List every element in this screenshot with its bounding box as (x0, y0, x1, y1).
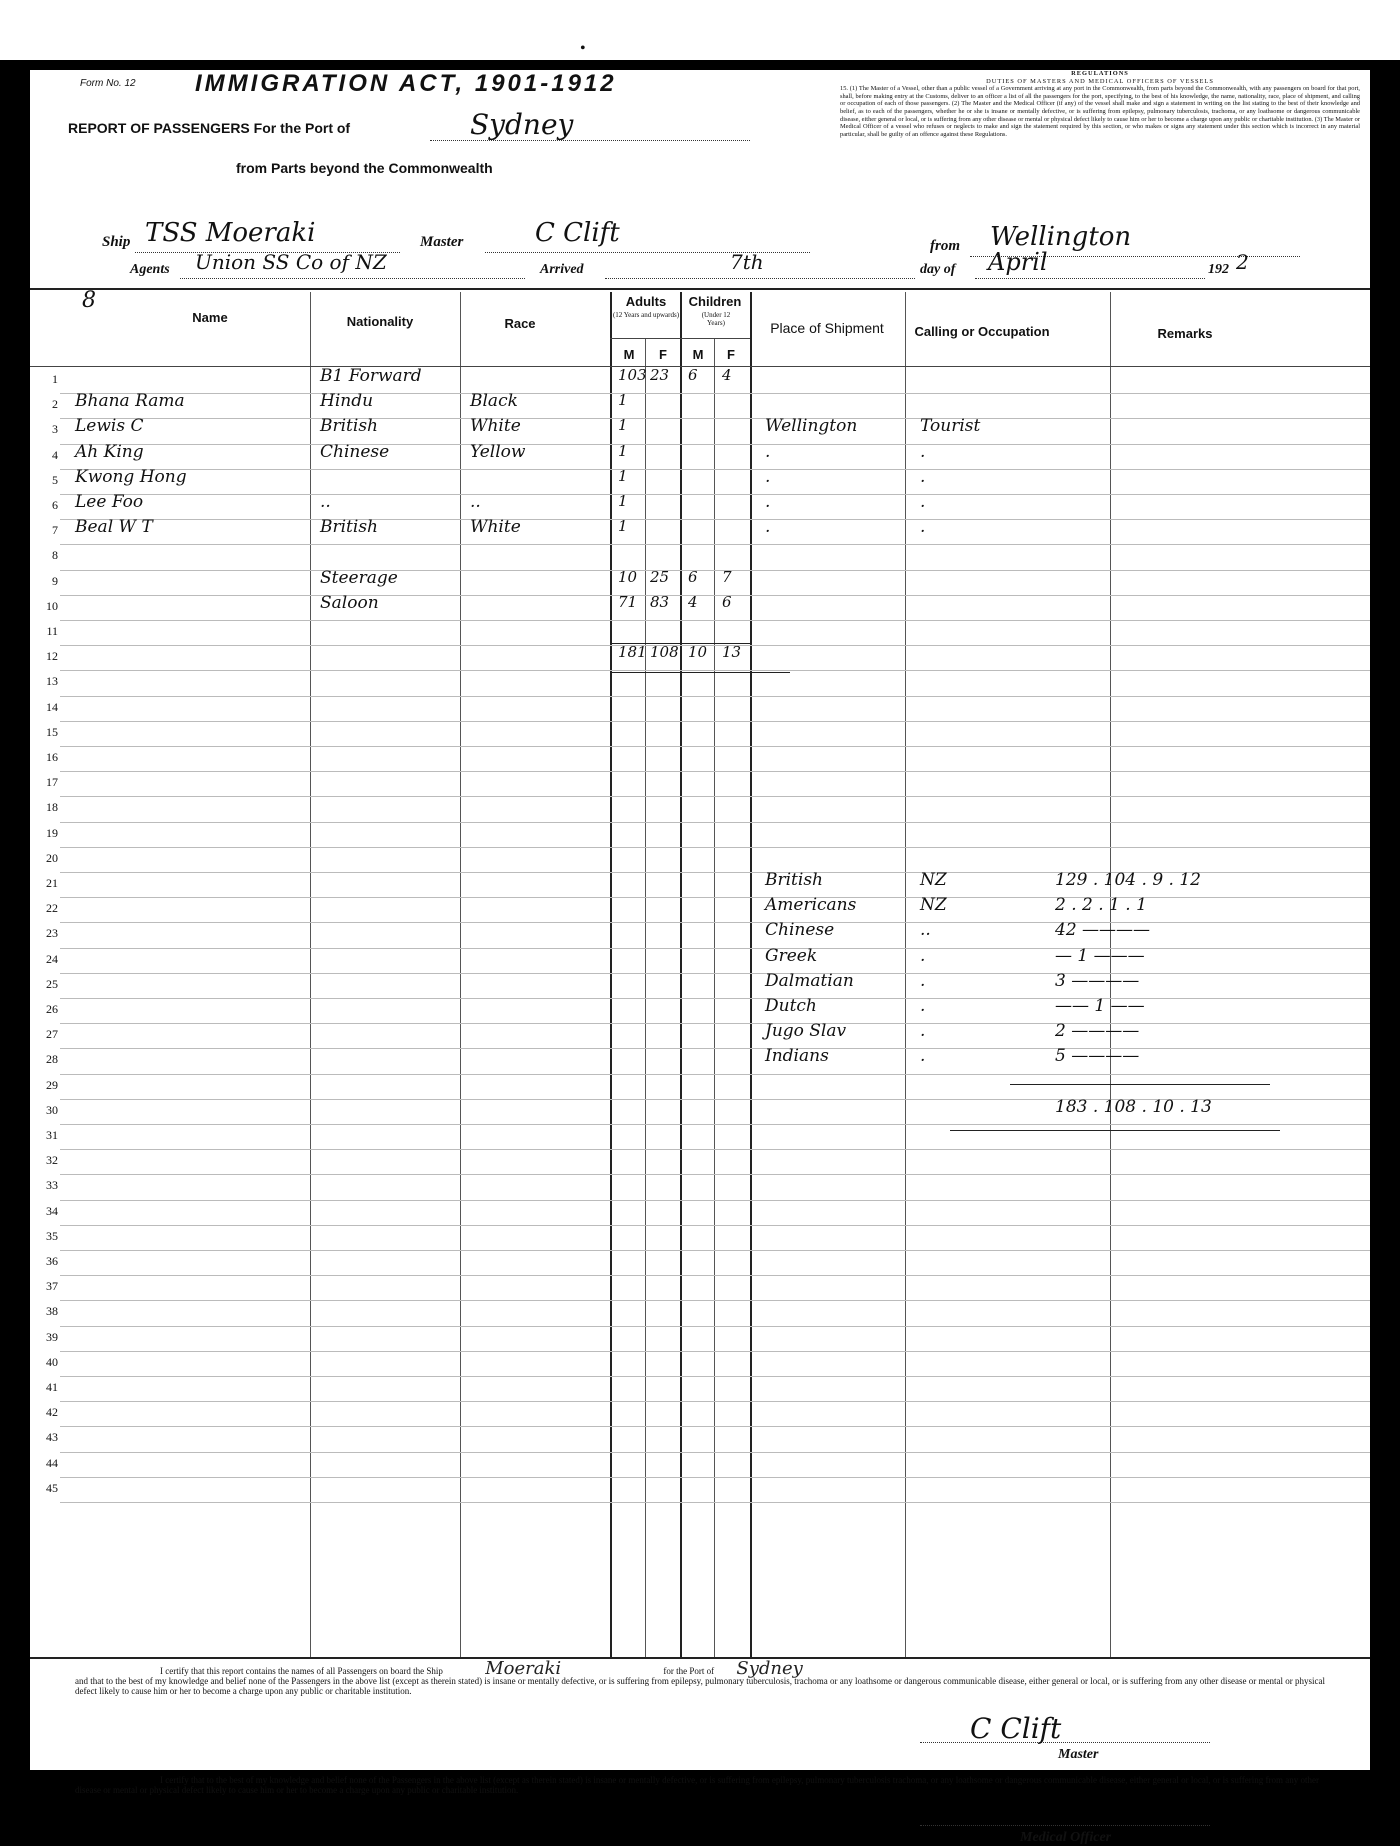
entry-adult-m: 1 (618, 517, 628, 536)
entry-child-m: 6 (688, 567, 698, 586)
row-number: 16 (46, 750, 58, 764)
entry-child-m: 10 (688, 643, 708, 662)
row-number: 6 (52, 498, 58, 512)
entry-remarks: — 1 ——— (1055, 945, 1145, 966)
entry-nationality: Steerage (320, 567, 398, 588)
master-cert-b: for the Port of (663, 1666, 715, 1676)
row-rule (60, 948, 1370, 949)
row-rule (60, 1174, 1370, 1175)
port-value: Sydney (470, 108, 574, 141)
row-rule (60, 1074, 1370, 1075)
master-signature-line (920, 1742, 1210, 1743)
row-number: 7 (52, 523, 58, 538)
row-number: 30 (46, 1102, 58, 1117)
row-number: 20 (46, 850, 58, 865)
medical-cert-text: I certify that to the best of my knowledge and belief none of the Passengers in the above list (except as therein stated) is insane or mentally defective, or is suffering from epilepsy, pulmonary tuberculosis trachoma, or any loathsome or dangerous communicable disease, either general or local, or is suffering from any other disease or mental or physical defect likely to cause him or her to become a charge upon any public or charitable institution. (75, 1775, 1319, 1795)
row-rule (60, 1225, 1370, 1226)
col-calling: Calling or Occupation (914, 324, 1050, 339)
entry-race: White (470, 517, 521, 538)
agents-label: Agents (130, 262, 170, 277)
col-adults-m: M (623, 347, 635, 362)
month-line (975, 278, 1205, 279)
entry-remarks: —— 1 —— (1055, 996, 1145, 1016)
entry-nationality: British (320, 416, 378, 437)
table-top-rule (30, 288, 1370, 290)
entry-adult-f: 25 (650, 567, 670, 586)
from-parts-heading: from Parts beyond the Commonwealth (236, 160, 493, 176)
entry-place: . (765, 466, 771, 487)
master-value: C Clift (535, 218, 620, 248)
row-rule (60, 544, 1370, 545)
row-number: 32 (46, 1153, 58, 1168)
row-rule (60, 771, 1370, 772)
entry-calling: . (920, 466, 926, 487)
row-number: 37 (46, 1279, 58, 1294)
row-number: 45 (46, 1480, 58, 1495)
regulations-title: REGULATIONS (1071, 70, 1129, 77)
col-name: Name (192, 310, 228, 325)
row-rule (60, 620, 1370, 621)
master-certification (75, 1658, 1325, 1696)
row-rule (60, 1149, 1370, 1150)
row-rule (60, 1275, 1370, 1276)
medical-signature-label: Medical Officer (1020, 1830, 1112, 1845)
entry-calling: . (920, 996, 926, 1016)
entry-nationality: Chinese (320, 441, 390, 462)
entry-calling: . (920, 492, 926, 512)
entry-name: Ah King (75, 441, 144, 462)
punch-mark: • (580, 40, 586, 57)
row-number: 21 (46, 876, 58, 890)
row-number: 38 (46, 1304, 58, 1319)
act-title: IMMIGRATION ACT, 1901-1912 (195, 70, 617, 97)
row-number: 1 (52, 372, 58, 386)
row-rule (60, 1326, 1370, 1327)
entry-remarks: 2 ———— (1055, 1021, 1140, 1042)
row-rule (60, 1300, 1370, 1301)
row-number: 22 (46, 901, 58, 916)
row-number: 15 (46, 724, 58, 739)
entry-adult-m: 181 (618, 643, 647, 662)
entry-name: Lewis C (75, 416, 144, 437)
entry-child-m: 6 (688, 366, 698, 384)
row-rule (60, 595, 1370, 596)
row-number: 44 (46, 1455, 58, 1470)
row-number: 2 (52, 397, 58, 412)
col-remarks: Remarks (1157, 326, 1213, 341)
month-value: April (988, 248, 1048, 276)
entry-name: Lee Foo (75, 492, 144, 512)
entry-adult-f: 108 (650, 643, 679, 662)
row-number: 41 (46, 1380, 58, 1394)
entry-place: British (765, 870, 823, 890)
entry-calling: Tourist (920, 416, 981, 437)
row-rule (60, 746, 1370, 747)
row-number: 11 (46, 624, 58, 638)
master-label: Master (420, 234, 464, 250)
row-rule (60, 645, 1370, 646)
page-mark: 8 (82, 288, 96, 313)
row-number: 42 (46, 1405, 58, 1420)
regulations-box (840, 70, 1360, 138)
row-number: 24 (46, 951, 58, 966)
entry-remarks: 2 . 2 . 1 . 1 (1055, 895, 1147, 916)
col-nationality: Nationality (346, 314, 414, 329)
col-children-m: M (692, 347, 704, 362)
agents-value: Union SS Co of NZ (195, 250, 387, 274)
row-rule (60, 1351, 1370, 1352)
col-adults-sub: (12 Years and upwards) (612, 311, 680, 319)
entry-nationality: Hindu (320, 391, 374, 412)
row-number: 23 (46, 926, 58, 941)
header-rule (610, 338, 750, 339)
row-rule (60, 1048, 1370, 1049)
row-number: 12 (46, 649, 58, 664)
row-number: 36 (46, 1254, 58, 1268)
row-rule (60, 1023, 1370, 1024)
row-number: 39 (46, 1329, 58, 1344)
total-rule (950, 1130, 1280, 1131)
master-cert-c: and that to the best of my knowledge and belief none of the Passengers in the above list (except as therein stated) is insane or mentally defective, or is suffering from epilepsy, pulmonary tuberculosis, trachoma or any loathsome or dangerous communicable disease, either general or local, or is suffering from any other disease or mental or physical defect likely to cause him or her to become a charge upon any public or charitable institution. (75, 1676, 1325, 1696)
entry-calling: . (920, 517, 926, 538)
header-rule (30, 366, 1370, 367)
row-rule (60, 1376, 1370, 1377)
entry-calling: .. (920, 920, 931, 941)
row-rule (60, 1502, 1370, 1503)
row-rule (60, 721, 1370, 722)
regulations-text: 15. (1) The Master of a Vessel, other than a public vessel of a Government arriving at any port in the Commonwealth, from parts beyond the Commonwealth, with any passengers on board for that port, shall, before making entry at the Customs, deliver to an officer a list of all the passengers for the port, specifying, to the best of his knowledge, the name, nationality, race, place of shipment, and calling or occupation of each of those passengers. (2) The Master and the Medical Officer (if any) of the vessel shall make and sign a statement in writing on the list stating to the best of their knowledge and belief, as to each of the passengers, whether he or she is insane or mentally defective, or is suffering from epilepsy, pulmonary tuberculosis, trachoma, or any loathsome or dangerous communicable disease, either general or local, or is suffering from any other disease or mental or physical defect likely to cause him or her to become a charge upon any public or charitable institution. (3) The Master or Medical Officer of a vessel who refuses or neglects to make and sign the statement required by this section, or who makes or signs any statement under this section which is incorrect in any material particular, shall be guilty of an offence against these Regulations. (840, 85, 1360, 138)
row-rule (60, 922, 1370, 923)
col-children-f: F (727, 347, 735, 362)
entry-place: . (765, 441, 771, 462)
entry-child-f: 6 (722, 592, 732, 611)
entry-adult-m: 10 (618, 567, 638, 586)
row-number: 29 (46, 1077, 58, 1092)
row-rule (60, 494, 1370, 495)
regulations-subtitle: DUTIES OF MASTERS AND MEDICAL OFFICERS OF VESSELS (986, 77, 1214, 85)
entry-calling: NZ (920, 895, 947, 916)
row-number: 5 (52, 472, 58, 487)
entry-calling: . (920, 945, 926, 966)
total-rule (610, 672, 790, 673)
row-rule (60, 847, 1370, 848)
row-rule (60, 1452, 1370, 1453)
row-number: 9 (52, 573, 58, 588)
entry-remarks: 3 ———— (1055, 970, 1140, 991)
entry-adult-f: 23 (650, 366, 670, 384)
form-number: Form No. 12 (80, 78, 136, 89)
entry-race: Black (470, 391, 518, 412)
entry-name: Kwong Hong (75, 466, 187, 487)
row-number: 4 (52, 447, 58, 462)
row-rule (60, 670, 1370, 671)
master-cert-port: Sydney (736, 1658, 803, 1679)
entry-adult-m: 103 (618, 366, 647, 384)
row-rule (60, 1477, 1370, 1478)
master-cert-ship: Moeraki (485, 1658, 562, 1679)
row-rule (60, 973, 1370, 974)
entry-remarks: 183 . 108 . 10 . 13 (1055, 1096, 1212, 1117)
row-number: 35 (46, 1228, 58, 1243)
entry-name: Beal W T (75, 517, 153, 538)
entry-calling: . (920, 1046, 926, 1067)
master-signature-label: Master (1058, 1747, 1099, 1762)
entry-calling: . (920, 1021, 926, 1042)
entry-child-f: 13 (722, 643, 742, 662)
entry-adult-m: 1 (618, 391, 628, 410)
entry-adult-m: 1 (618, 441, 628, 460)
entry-remarks: 42 ———— (1055, 920, 1151, 941)
row-rule (60, 519, 1370, 520)
entry-place: . (765, 517, 771, 538)
entry-place: . (765, 492, 771, 512)
master-signature: C Clift (970, 1712, 1062, 1745)
medical-signature-line (920, 1825, 1210, 1826)
entry-child-f: 7 (722, 567, 732, 586)
report-heading: REPORT OF PASSENGERS For the Port of (68, 120, 351, 136)
entry-place: Indians (765, 1046, 829, 1067)
row-number: 19 (46, 825, 58, 840)
row-rule (60, 1426, 1370, 1427)
col-children: Children (688, 294, 742, 309)
agents-line (180, 278, 525, 279)
entry-remarks: 129 . 104 . 9 . 12 (1055, 870, 1201, 890)
entry-nationality: .. (320, 492, 331, 512)
arrived-label: Arrived (540, 262, 584, 277)
ship-value: TSS Moeraki (145, 218, 316, 248)
year-suffix: 2 (1236, 250, 1249, 274)
row-number: 13 (46, 674, 58, 689)
row-rule (60, 1401, 1370, 1402)
passenger-report-form (30, 70, 1370, 1845)
row-rule (60, 1200, 1370, 1201)
entry-name: Bhana Rama (75, 391, 185, 412)
entry-adult-m: 1 (618, 492, 628, 510)
arrived-day-value: 7th (730, 250, 764, 274)
total-rule (1010, 1084, 1270, 1085)
entry-race: White (470, 416, 521, 437)
row-number: 3 (52, 422, 58, 437)
year-prefix: 192 (1208, 262, 1229, 277)
row-number: 43 (46, 1430, 58, 1445)
row-rule (60, 570, 1370, 571)
col-race: Race (504, 316, 536, 331)
from-label: from (930, 238, 960, 254)
medical-certification (75, 1775, 1325, 1795)
entry-adult-m: 1 (618, 416, 628, 435)
row-number: 28 (46, 1052, 58, 1067)
entry-adult-f: 83 (650, 592, 670, 611)
row-number: 18 (46, 800, 58, 815)
entry-adult-m: 71 (618, 592, 638, 611)
entry-calling: . (920, 441, 926, 462)
row-number: 26 (46, 1002, 58, 1016)
day-of-label: day of (920, 262, 956, 277)
row-number: 27 (46, 1027, 58, 1042)
row-rule (60, 393, 1370, 394)
row-rule (60, 897, 1370, 898)
row-number: 25 (46, 976, 58, 991)
row-number: 10 (46, 598, 58, 613)
entry-remarks: 5 ———— (1055, 1046, 1140, 1067)
row-number: 33 (46, 1178, 58, 1193)
row-number: 40 (46, 1354, 58, 1369)
row-rule (60, 822, 1370, 823)
table-bottom-rule (30, 1657, 1370, 1659)
row-rule (60, 1250, 1370, 1251)
row-number: 14 (46, 699, 58, 714)
row-rule (60, 469, 1370, 470)
entry-calling: NZ (920, 870, 947, 890)
col-place: Place of Shipment (770, 320, 884, 336)
entry-place: Greek (765, 945, 818, 966)
arrived-line (605, 278, 915, 279)
entry-adult-m: 1 (618, 466, 628, 485)
row-rule (60, 796, 1370, 797)
entry-place: Dutch (765, 996, 817, 1016)
row-number: 17 (46, 775, 58, 790)
entry-race: .. (470, 492, 481, 512)
ship-label: Ship (102, 234, 131, 250)
entry-place: Americans (765, 895, 857, 916)
entry-child-m: 4 (688, 592, 698, 611)
row-rule (60, 444, 1370, 445)
entry-nationality: B1 Forward (320, 366, 422, 386)
row-rule (60, 418, 1370, 419)
row-rule (60, 696, 1370, 697)
entry-calling: . (920, 970, 926, 991)
entry-race: Yellow (470, 441, 526, 462)
row-rule (60, 998, 1370, 999)
row-number: 8 (52, 548, 58, 563)
col-adults: Adults (625, 294, 667, 309)
entry-nationality: Saloon (320, 592, 379, 613)
row-number: 31 (46, 1128, 58, 1142)
entry-place: Jugo Slav (765, 1021, 847, 1042)
entry-child-f: 4 (722, 366, 732, 384)
entry-nationality: British (320, 517, 378, 538)
from-value: Wellington (990, 222, 1132, 252)
master-cert-a: I certify that this report contains the names of all Passengers on board the Ship (160, 1666, 443, 1676)
col-children-sub: (Under 12 Years) (701, 311, 731, 327)
entry-place: Chinese (765, 920, 835, 941)
row-rule (60, 1124, 1370, 1125)
row-number: 34 (46, 1203, 58, 1218)
entry-place: Wellington (765, 416, 858, 437)
entry-place: Dalmatian (765, 970, 854, 991)
col-adults-f: F (659, 347, 667, 362)
